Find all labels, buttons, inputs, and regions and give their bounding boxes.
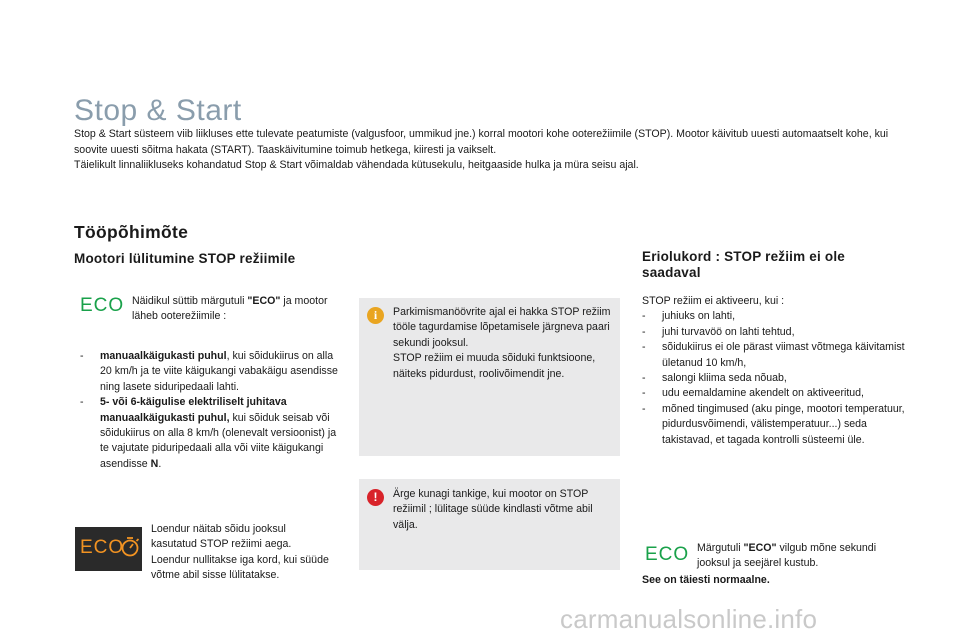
normal-note: See on täiesti normaalne. <box>642 574 770 586</box>
list-item: - juhiuks on lahti, <box>642 309 910 324</box>
counter-text: Loendur näitab sõidu jooksul kasutatud STOP režiimi aega. Loendur nullitakse iga kord, kui süüde võtme abil sisse lülitatakse. <box>151 523 329 582</box>
conditions-intro: STOP režiim ei aktiveeru, kui : <box>642 295 785 307</box>
list-item: - salongi kliima seda nõuab, <box>642 371 910 386</box>
warning-text: Ärge kunagi tankige, kui mootor on STOP režiimil ; lülitage süüde kindlasti võtme abil välja. <box>393 488 593 531</box>
intro-paragraph-1: Stop & Start süsteem viib liikluses ette tulevate peatumiste (valgusfoor, ummikud jne.) korral mootori kohe ooterežiimile (STOP). Mootor käivitub uuesti automaatselt kohe, kui soovite uuesti sõitma hakata (START). Taaskäivitumine toimub hetkega, kiiresti ja vaikselt. <box>74 128 889 156</box>
list-item: - juhi turvavöö on lahti tehtud, <box>642 325 910 340</box>
list-item: - 5- või 6-käigulise elektriliselt juhitava manuaalkäigukasti puhul, kui sõiduk seisab või sõidukiirus on alla 8 km/h (olenevalt versioonist) ja te vajutate piduripedaali alla või viite käigukangi asendisse N. <box>80 395 342 472</box>
unavailable-conditions <box>642 294 910 448</box>
watermark: carmanualsonline.info <box>560 604 818 634</box>
stop-counter-icon <box>75 527 142 571</box>
warning-box <box>359 479 620 570</box>
list-item: - mõned tingimused (aku pinge, mootori temperatuur, pidurdusvõimendi, välistemperatuur...) seda takistavad, et tagada kontrolli süsteemi üle. <box>642 402 910 448</box>
left-heading: Mootori lülitumine STOP režiimile <box>74 251 296 266</box>
info-box <box>359 298 620 456</box>
eco-flash-text: Märgutuli "ECO" vilgub mõne sekundi jooksul ja seejärel kustub. <box>697 542 877 570</box>
list-item: - manuaalkäigukasti puhul, kui sõidukiirus on alla 20 km/h ja te viite käigukangi vabakäigu asendisse ning lasete siduripedaali lahti. <box>80 349 342 395</box>
section-title: Tööpõhimõte <box>74 222 189 242</box>
page-title: Stop & Start <box>74 94 242 127</box>
info-icon: i <box>367 307 384 324</box>
stop-conditions-list <box>80 349 342 472</box>
eco-indicator-text: Näidikul süttib märgutuli "ECO" ja mootor läheb ooterežiimile : <box>132 295 328 323</box>
info-text: Parkimismanöövrite ajal ei hakka STOP režiim tööle tagurdamise lõpetamisele järgneva paari sekundi jooksul. STOP režiim ei muuda sõiduki funktsioone, näiteks pidurdust, roolivõimendit jne. <box>393 306 611 380</box>
eco-label: ECO <box>80 537 125 558</box>
right-heading: Eriolukord : STOP režiim ei ole saadaval <box>642 249 846 280</box>
eco-indicator-icon: ECO <box>80 295 125 316</box>
eco-indicator-icon: ECO <box>645 544 690 565</box>
stopwatch-icon <box>120 536 140 558</box>
list-item: - sõidukiirus ei ole pärast viimast võtmega käivitamist ületanud 10 km/h, <box>642 340 910 371</box>
intro-paragraph-2: Täielikult linnaliikluseks kohandatud Stop & Start võimaldab vähendada kütusekulu, heitgaaside hulka ja müra seisu ajal. <box>74 159 639 172</box>
intro-text <box>74 127 914 174</box>
warning-icon: ! <box>367 489 384 506</box>
list-item: - udu eemaldamine akendelt on aktiveeritud, <box>642 386 910 401</box>
